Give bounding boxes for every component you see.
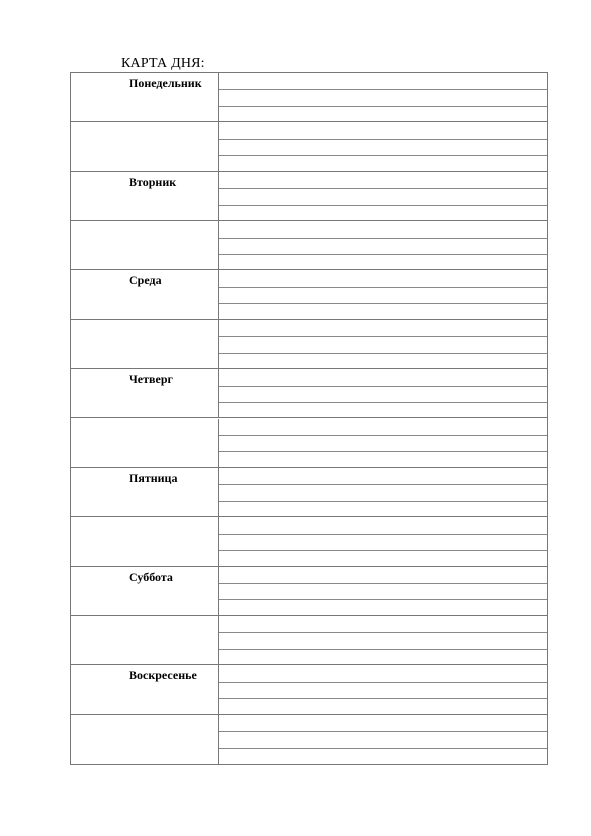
writing-line bbox=[219, 501, 547, 502]
planner-block bbox=[71, 616, 547, 665]
day-label-cell bbox=[71, 172, 219, 220]
writing-line bbox=[219, 303, 547, 304]
day-label-cell bbox=[71, 221, 219, 269]
writing-line bbox=[219, 287, 547, 288]
writing-line bbox=[219, 599, 547, 600]
planner-block bbox=[71, 320, 547, 369]
day-label-cell bbox=[71, 468, 219, 516]
day-label-cell bbox=[71, 320, 219, 368]
writing-line bbox=[219, 632, 547, 633]
writing-line bbox=[219, 254, 547, 255]
planner-block bbox=[71, 468, 547, 517]
writing-line bbox=[219, 188, 547, 189]
planner-block bbox=[71, 122, 547, 171]
day-label-cell bbox=[71, 369, 219, 417]
planner-block bbox=[71, 419, 547, 468]
planner-block bbox=[71, 715, 547, 764]
day-name: Суббота bbox=[129, 569, 173, 584]
writing-line bbox=[219, 649, 547, 650]
writing-line bbox=[219, 583, 547, 584]
writing-line bbox=[219, 731, 547, 732]
writing-line bbox=[219, 748, 547, 749]
day-label-cell bbox=[71, 616, 219, 664]
day-label-cell bbox=[71, 270, 219, 318]
writing-line bbox=[219, 353, 547, 354]
planner-block bbox=[71, 517, 547, 566]
day-name: Воскресенье bbox=[129, 668, 197, 683]
day-name: Вторник bbox=[129, 174, 177, 189]
day-name: Четверг bbox=[129, 372, 173, 387]
planner-block bbox=[71, 665, 547, 714]
writing-line bbox=[219, 106, 547, 107]
page-title: КАРТА ДНЯ: bbox=[121, 56, 205, 71]
writing-line bbox=[219, 451, 547, 452]
writing-line bbox=[219, 402, 547, 403]
day-name: Понедельник bbox=[129, 76, 202, 90]
day-name: Пятница bbox=[129, 470, 178, 485]
writing-line bbox=[219, 484, 547, 485]
planner-block bbox=[71, 369, 547, 418]
writing-line bbox=[219, 698, 547, 699]
writing-line bbox=[219, 139, 547, 140]
planner-block bbox=[71, 172, 547, 221]
planner-block bbox=[71, 567, 547, 616]
writing-line bbox=[219, 205, 547, 206]
day-label-cell bbox=[71, 122, 219, 170]
writing-line bbox=[219, 386, 547, 387]
writing-line bbox=[219, 534, 547, 535]
planner-block bbox=[71, 270, 547, 319]
planner-block bbox=[71, 221, 547, 270]
day-label-cell bbox=[71, 517, 219, 565]
day-label-cell bbox=[71, 419, 219, 467]
day-planner-table bbox=[70, 72, 548, 765]
writing-line bbox=[219, 435, 547, 436]
planner-block bbox=[71, 73, 547, 122]
writing-line bbox=[219, 336, 547, 337]
day-label-cell bbox=[71, 567, 219, 615]
day-label-cell bbox=[71, 665, 219, 713]
writing-line bbox=[219, 238, 547, 239]
writing-line bbox=[219, 89, 547, 90]
day-name: Среда bbox=[129, 273, 162, 288]
writing-line bbox=[219, 550, 547, 551]
writing-line bbox=[219, 155, 547, 156]
day-label-cell bbox=[71, 73, 219, 121]
day-label-cell bbox=[71, 715, 219, 764]
writing-line bbox=[219, 682, 547, 683]
